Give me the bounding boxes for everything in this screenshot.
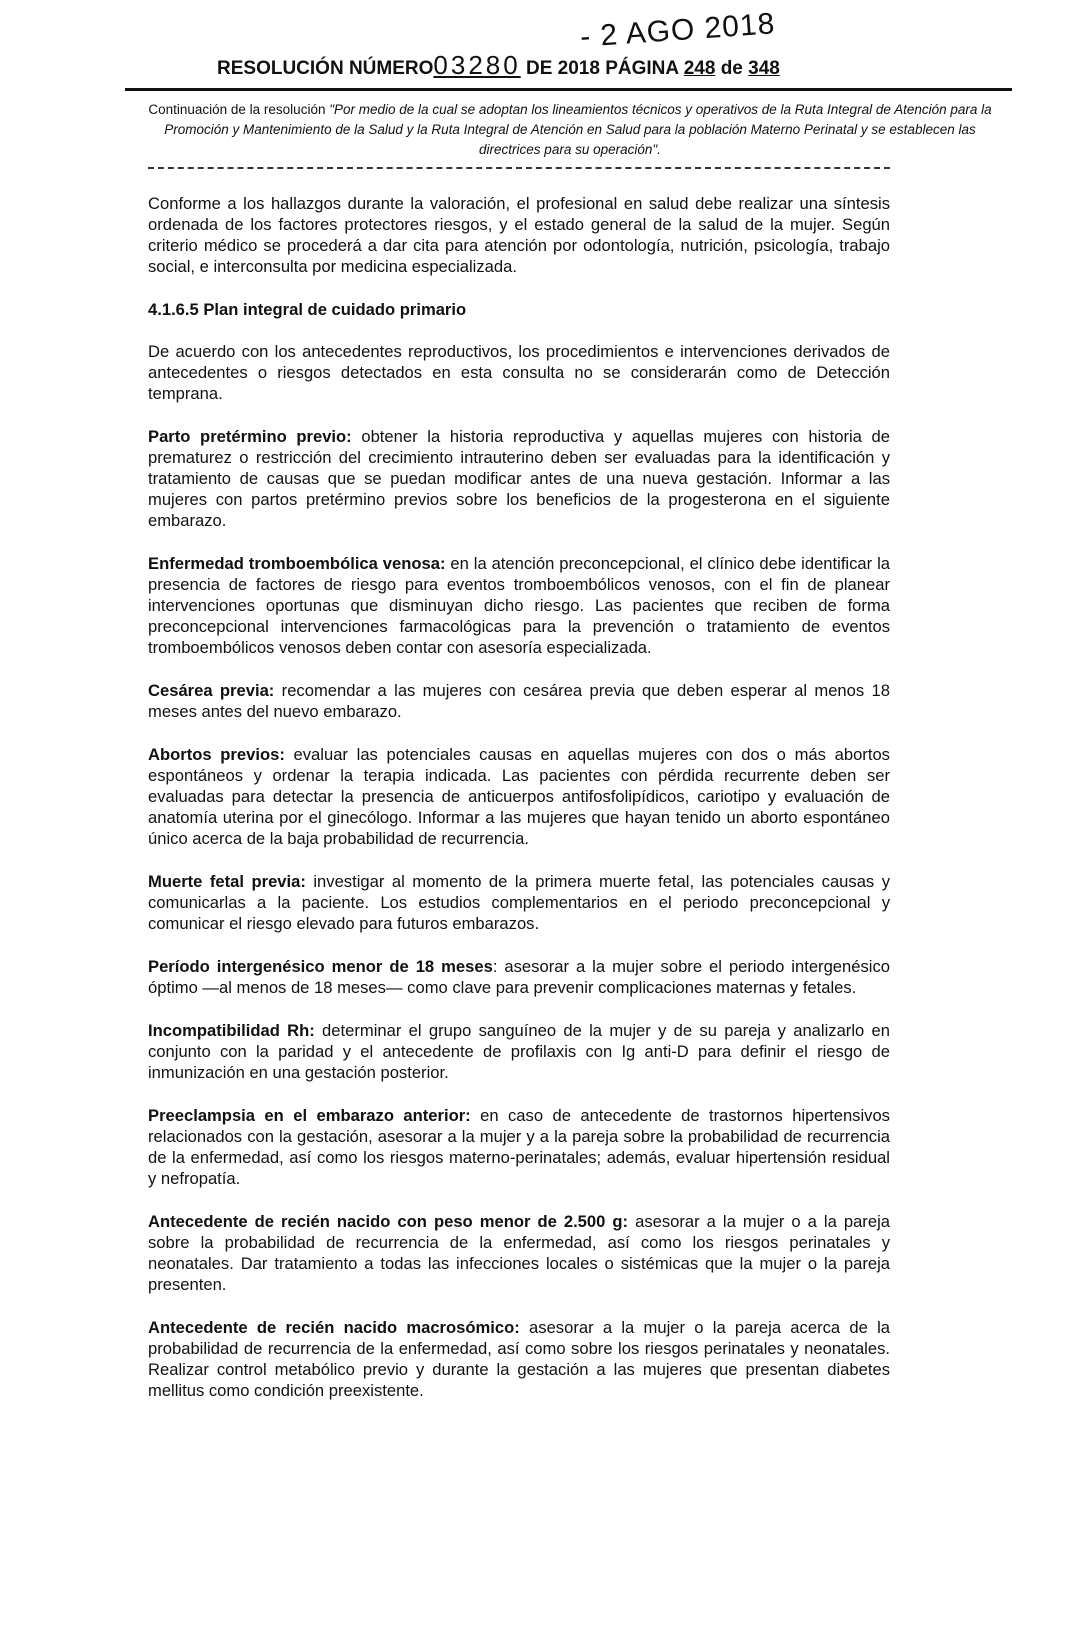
dashed-divider xyxy=(148,167,890,169)
item-text: asesorar a la mujer o a la pareja sobre la probabilidad de recurrencia de la enfermedad, así como los riesgos perinatales y neonatales. Dar tratamiento a todas las infecciones locales o sistémicas que la mujer o la pareja presenten. xyxy=(148,1212,890,1294)
item-term: Muerte fetal previa: xyxy=(148,872,306,891)
item-paragraph xyxy=(148,1105,890,1189)
item-term: Incompatibilidad Rh: xyxy=(148,1021,315,1040)
item-text: determinar el grupo sanguíneo de la mujer y de su pareja y analizarlo en conjunto con la paridad y el antecedente de profilaxis con Ig anti-D para definir el riesgo de inmunización en una gestación posterior. xyxy=(148,1021,890,1082)
item-paragraph xyxy=(148,744,890,849)
item-term: Abortos previos: xyxy=(148,745,285,764)
total-pages: 348 xyxy=(748,58,780,79)
item-term: Preeclampsia en el embarazo anterior: xyxy=(148,1106,471,1125)
item-text: : asesorar a la mujer sobre el periodo intergenésico óptimo —al menos de 18 meses— como clave para prevenir complicaciones maternas y fetales. xyxy=(148,957,890,997)
item-paragraph xyxy=(148,956,890,998)
item-term: Antecedente de recién nacido con peso menor de 2.500 g: xyxy=(148,1212,629,1231)
item-text: en caso de antecedente de trastornos hipertensivos relacionados con la gestación, asesorar a la mujer y a la pareja sobre la probabilidad de recurrencia de la enfermedad, así como los riesgos materno-perinatales; además, evaluar hipertensión residual y nefropatía. xyxy=(148,1106,890,1188)
item-paragraph xyxy=(148,1211,890,1295)
item-paragraph xyxy=(148,426,890,531)
item-text: evaluar las potenciales causas en aquellas mujeres con dos o más abortos espontáneos y ordenar la terapia indicada. Las pacientes con pérdida recurrente deben ser evaluadas para detectar la presencia de anticuerpos antifosfolipídicos, cariotipo y evaluación de anatomía uterina por el ginecólogo. Informar a las mujeres que hayan tenido un aborto espontáneo único acerca de la baja probabilidad de recurrencia. xyxy=(148,745,890,848)
item-paragraph xyxy=(148,871,890,934)
section-intro: De acuerdo con los antecedentes reproductivos, los procedimientos e intervenciones derivados de antecedentes o riesgos detectados en esta consulta no se considerarán como de Detección temprana. xyxy=(148,342,890,403)
item-term: Parto pretérmino previo: xyxy=(148,427,352,446)
item-term: Período intergenésico menor de 18 meses xyxy=(148,957,493,976)
header-rule xyxy=(125,88,1012,91)
page-of: de xyxy=(720,58,743,79)
resolution-header xyxy=(217,50,780,81)
date-stamp: - 2 AGO 2018 xyxy=(579,7,777,54)
page-number: 248 xyxy=(683,58,716,79)
item-text: recomendar a las mujeres con cesárea previa que deben esperar al menos 18 meses antes del nuevo embarazo. xyxy=(148,681,890,721)
item-paragraph xyxy=(148,680,890,722)
resolution-prefix: RESOLUCIÓN NÚMERO xyxy=(217,58,434,79)
item-term: Enfermedad tromboembólica venosa: xyxy=(148,554,446,573)
item-text: en la atención preconcepcional, el clínico debe identificar la presencia de factores de riesgo para eventos tromboembólicos venosos, con el fin de planear intervenciones oportunas que disminuyan dicho riesgo. Las pacientes que reciben de forma preconcepcional intervenciones farmacológicas para la prevención o tratamiento de eventos tromboembólicos venosos deben contar con asesoría especializada. xyxy=(148,554,890,657)
section-heading: 4.1.6.5 Plan integral de cuidado primario xyxy=(148,300,467,319)
subtitle-quote: "Por medio de la cual se adoptan los lineamientos técnicos y operativos de la Ruta Integral de Atención para la Promoción y Mantenimiento de la Salud y la Ruta Integral de Atención en Salud para la población Materno Perinatal y se establecen las directrices para su operación". xyxy=(164,102,992,157)
item-paragraph xyxy=(148,1020,890,1083)
subtitle-lead: Continuación de la resolución xyxy=(148,102,330,117)
resolution-subtitle xyxy=(140,100,1000,160)
document-body xyxy=(148,193,890,1423)
resolution-year: DE 2018 PÁGINA xyxy=(526,58,679,79)
item-text: investigar al momento de la primera muerte fetal, las potenciales causas y comunicarlas a la paciente. Los estudios complementarios en el periodo preconcepcional y comunicar el riesgo elevado para futuros embarazos. xyxy=(148,872,890,933)
item-term: Cesárea previa: xyxy=(148,681,275,700)
intro-paragraph: Conforme a los hallazgos durante la valoración, el profesional en salud debe realizar una síntesis ordenada de los factores protectores riesgos, y el estado general de la salud de la mujer. Según criterio médico se procederá a dar cita para atención por odontología, nutrición, psicología, trabajo social, e interconsulta por medicina especializada. xyxy=(148,194,890,276)
item-term: Antecedente de recién nacido macrosómico: xyxy=(148,1318,520,1337)
item-paragraph xyxy=(148,553,890,658)
item-text: obtener la historia reproductiva y aquellas mujeres con historia de prematurez o restricción del crecimiento intrauterino deben ser evaluadas para la identificación y tratamiento de causas que se puedan modificar antes de una nueva gestación. Informar a las mujeres con partos pretérmino previos sobre los beneficios de la progesterona en el siguiente embarazo. xyxy=(148,427,890,530)
item-paragraph xyxy=(148,1317,890,1401)
item-text: asesorar a la mujer o la pareja acerca de la probabilidad de recurrencia de la enfermedad, así como sobre los riesgos perinatales y neonatales. Realizar control metabólico previo y durante la gestación a las mujeres que presentan diabetes mellitus como condición preexistente. xyxy=(148,1318,891,1400)
resolution-number: 03280 xyxy=(433,50,521,80)
